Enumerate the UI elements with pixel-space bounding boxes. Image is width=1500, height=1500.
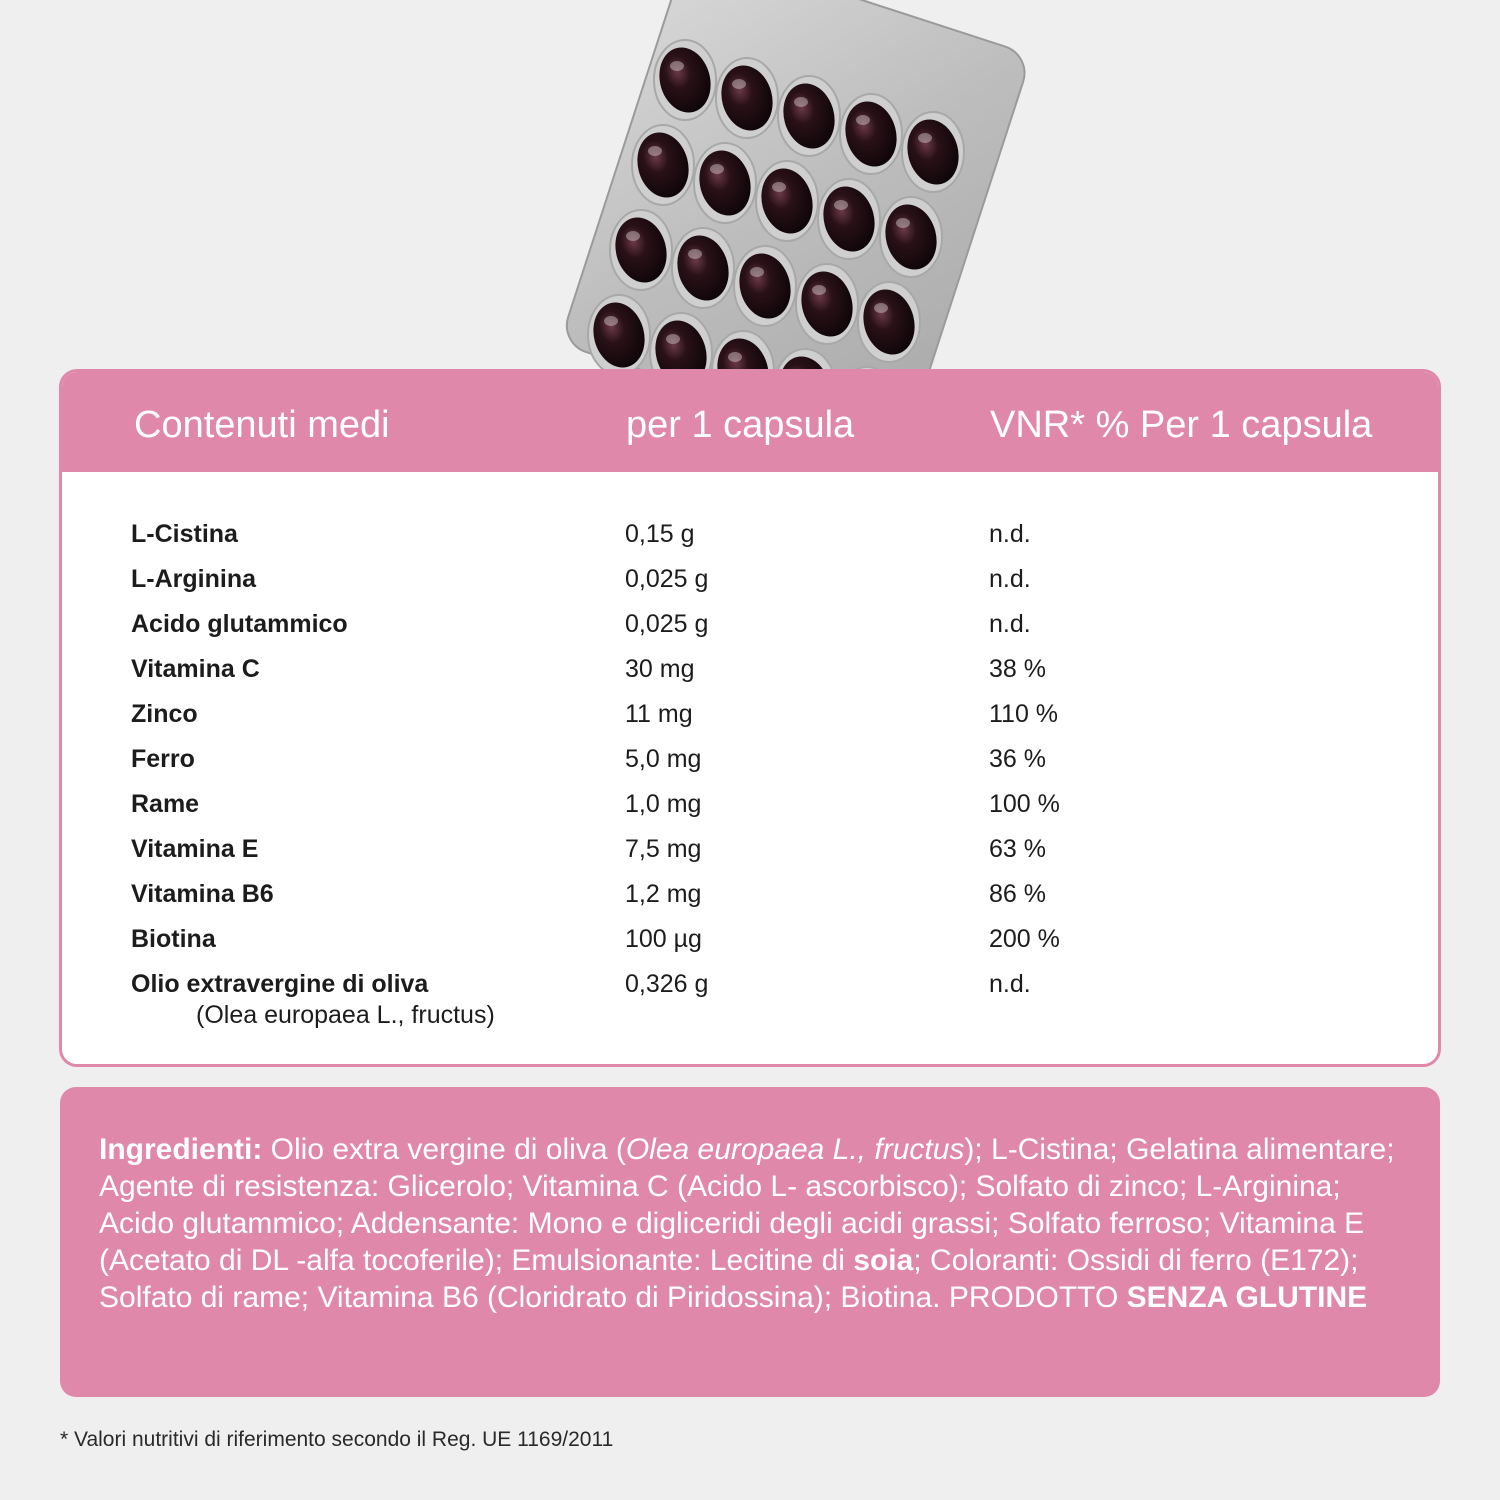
table-row xyxy=(62,655,1438,700)
nutrient-name: Olio extravergine di oliva xyxy=(131,970,429,998)
capsule-highlight xyxy=(626,231,640,241)
nutrient-name: Zinco xyxy=(131,700,198,728)
nutrient-name: Biotina xyxy=(131,925,216,953)
capsule-highlight xyxy=(896,218,910,228)
capsule-highlight xyxy=(794,97,808,107)
ingredients-box xyxy=(60,1087,1440,1397)
nutrient-amount: 0,025 g xyxy=(625,565,709,593)
table-row xyxy=(62,790,1438,835)
nutrient-amount: 11 mg xyxy=(625,700,693,728)
capsule-highlight xyxy=(750,267,764,277)
table-row xyxy=(62,925,1438,970)
capsule-highlight xyxy=(856,115,870,125)
nutrient-vnr: n.d. xyxy=(989,610,1031,638)
nutrient-name: Ferro xyxy=(131,745,195,773)
nutrient-amount: 1,2 mg xyxy=(625,880,702,908)
table-row xyxy=(62,520,1438,565)
blister-pack-illustration xyxy=(520,0,1080,372)
nutrient-amount: 1,0 mg xyxy=(625,790,702,818)
nutrient-vnr: 110 % xyxy=(989,700,1059,728)
nutrient-vnr: n.d. xyxy=(989,970,1031,998)
table-row xyxy=(62,970,1438,1029)
nutrient-amount: 0,025 g xyxy=(625,610,709,638)
nutrient-vnr: n.d. xyxy=(989,565,1031,593)
nutrient-name: Vitamina E xyxy=(131,835,259,863)
nutrient-vnr: 200 % xyxy=(989,925,1060,953)
table-body xyxy=(62,520,1438,1029)
table-row xyxy=(62,700,1438,745)
nutrient-amount: 0,15 g xyxy=(625,520,695,548)
nutrient-vnr: 63 % xyxy=(989,835,1046,863)
nutrient-amount: 30 mg xyxy=(625,655,695,683)
capsule-highlight xyxy=(604,316,618,326)
blister-pack-image xyxy=(520,0,1080,372)
nutrient-name: Rame xyxy=(131,790,200,818)
table-row xyxy=(62,565,1438,610)
table-row xyxy=(62,745,1438,790)
nutrient-vnr: 100 % xyxy=(989,790,1060,818)
capsule-highlight xyxy=(732,79,746,89)
ingredients-text-3: ; Coloranti: Ossidi di ferro (E172); Solfato di rame; Vitamina B6 (Cloridrato di Piridossina); Biotina. PRODOTTO xyxy=(99,1244,1359,1314)
nutrient-name: Vitamina C xyxy=(131,655,260,683)
ingredients-gluten-free: SENZA GLUTINE xyxy=(1126,1281,1368,1314)
nutrient-amount: 7,5 mg xyxy=(625,835,702,863)
header-vnr-percent: VNR* % Per 1 capsula xyxy=(990,404,1373,446)
ingredients-latin-name: Olea europaea L., fructus xyxy=(625,1133,965,1166)
footnote: * Valori nutritivi di riferimento secondo il Reg. UE 1169/2011 xyxy=(60,1428,614,1451)
capsule-highlight xyxy=(648,146,662,156)
capsule-highlight xyxy=(812,285,826,295)
capsule-highlight xyxy=(772,182,786,192)
nutrient-vnr: 36 % xyxy=(989,745,1046,773)
table-row xyxy=(62,610,1438,655)
nutrient-name: Vitamina B6 xyxy=(131,880,274,908)
capsule-highlight xyxy=(710,164,724,174)
capsule-highlight xyxy=(666,334,680,344)
ingredients-label: Ingredienti: xyxy=(99,1133,263,1166)
capsule-highlight xyxy=(670,61,684,71)
table-row xyxy=(62,835,1438,880)
capsule-highlight xyxy=(918,133,932,143)
ingredients-text-2: ); L-Cistina; Gelatina alimentare; Agente di resistenza: Glicerolo; Vitamina C (Acido L- ascorbisco); Solfato di zinco; L-Arginina; Acido glutammico; Addensante: Mono e digliceridi degli acidi grassi; Solfato ferroso; Vitamina E (Acetato di DL -alfa tocoferile); Emulsionante: Lecitine di xyxy=(99,1133,1395,1277)
header-average-content: Contenuti medi xyxy=(134,404,390,446)
nutrient-amount: 0,326 g xyxy=(625,970,709,998)
ingredients-text-1: Olio extra vergine di oliva ( xyxy=(262,1133,626,1166)
capsule-highlight xyxy=(834,200,848,210)
nutrient-vnr: 38 % xyxy=(989,655,1046,683)
nutrient-name: Acido glutammico xyxy=(131,610,348,638)
nutrient-subname: (Olea europaea L., fructus) xyxy=(196,1001,495,1029)
header-per-capsule: per 1 capsula xyxy=(626,404,855,446)
ingredients-allergen-soy: soia xyxy=(853,1244,914,1277)
nutrient-amount: 5,0 mg xyxy=(625,745,702,773)
nutrient-vnr: 86 % xyxy=(989,880,1046,908)
capsule-highlight xyxy=(688,249,702,259)
nutrient-name: L-Arginina xyxy=(131,565,256,593)
nutrient-amount: 100 µg xyxy=(625,925,702,953)
nutrient-name: L-Cistina xyxy=(131,520,238,548)
nutrition-table xyxy=(59,369,1441,1067)
table-header xyxy=(62,372,1438,472)
table-row xyxy=(62,880,1438,925)
nutrient-vnr: n.d. xyxy=(989,520,1031,548)
capsule-highlight xyxy=(874,303,888,313)
capsule-highlight xyxy=(728,352,742,362)
